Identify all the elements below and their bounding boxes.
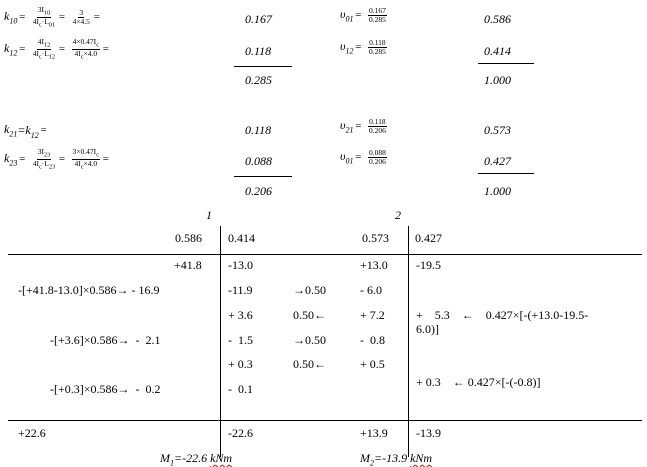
- bal-2-left: + 7.2: [360, 308, 385, 322]
- df-rule: [8, 254, 642, 255]
- joint-2-label: 2: [395, 208, 401, 222]
- df-2-right: 0.427: [415, 231, 442, 245]
- co-3: - 0.8: [360, 333, 385, 347]
- bal-3-left: -[+3.6]×0.586→ - 2.1: [50, 333, 161, 347]
- v21-formula: $\upsilon_{21}=$ $\frac{0.118}{0.206}$: [340, 117, 386, 135]
- final-2-right: -13.9: [416, 426, 441, 440]
- bal-5-left: -[+0.3]×0.586→ - 0.2: [50, 382, 161, 396]
- carry-1: →0.50: [293, 283, 326, 297]
- v01b-value: 0.427: [484, 154, 511, 168]
- k23-value: 0.088: [245, 154, 272, 168]
- k12-value: 0.118: [245, 44, 272, 58]
- divider-joint-1: [220, 226, 221, 457]
- fem-1-right: -13.0: [228, 258, 253, 272]
- k10-formula: $k_{10}=$ $\frac{3I_{10}}{4I_c\cdot L_{01}}$ = $\frac{3}{4\times 4.5}$ =: [4, 5, 101, 29]
- divider-joint-2: [408, 226, 409, 457]
- k12-formula: $k_{12}=$ $\frac{4I_{12}}{4I_c\cdot L_{12}}$ = $\frac{4\times 0.47I_c}{4I_c\times 4.0}$ =: [4, 37, 110, 61]
- v12-value: 0.414: [484, 44, 511, 58]
- k-sum-1: 0.285: [245, 73, 272, 87]
- k23-formula: $k_{23}=$ $\frac{3I_{23}}{4I_c\cdot L_{23}}$ = $\frac{3\times 0.47I_c}{4I_c\times 4.0}$ =: [4, 147, 110, 171]
- final-2-left: +13.9: [360, 426, 388, 440]
- moment-2: $M_2=-13.9$ kNm: [360, 451, 433, 467]
- fem-2-right: -19.5: [416, 258, 441, 272]
- k21-value: 0.118: [245, 123, 272, 137]
- v01-value: 0.586: [484, 12, 511, 26]
- bal-3-right: - 1.5: [228, 333, 253, 347]
- v01-formula: $\upsilon_{01}=$ $\frac{0.167}{0.285}$: [340, 6, 386, 24]
- bal-2-note-cont: 6.0)]: [416, 322, 439, 336]
- final-1-left: +22.6: [18, 426, 46, 440]
- final-1-right: -22.6: [228, 426, 253, 440]
- co-4-right: + 0.3: [228, 357, 253, 371]
- fem-1-left: +41.8: [174, 258, 202, 272]
- bal-5-right: - 0.1: [228, 382, 253, 396]
- v21-value: 0.573: [484, 123, 511, 137]
- carry-2: 0.50←: [293, 308, 326, 322]
- final-rule: [8, 420, 642, 421]
- sum-line-v1: [478, 63, 534, 64]
- sum-line-v2: [478, 173, 534, 174]
- v12-formula: $\upsilon_{12}=$ $\frac{0.118}{0.285}$: [340, 38, 386, 56]
- v01b-formula: $\upsilon_{01}=$ $\frac{0.088}{0.206}$: [340, 148, 386, 166]
- bal-1-left: -[+41.8-13.0]×0.586→ - 16.9: [18, 283, 160, 297]
- bal-1-right: -11.9: [228, 283, 253, 297]
- bal-4-left: + 0.5: [360, 357, 385, 371]
- co-2-right: + 3.6: [228, 308, 253, 322]
- sum-line-1: [234, 66, 292, 67]
- joint-1-label: 1: [206, 208, 212, 222]
- k10-value: 0.167: [245, 12, 272, 26]
- df-1-right: 0.414: [228, 231, 255, 245]
- df-2-left: 0.573: [362, 231, 389, 245]
- carry-3: →0.50: [293, 333, 326, 347]
- sum-line-2: [234, 176, 292, 177]
- v-sum-1: 1.000: [484, 73, 511, 87]
- df-1-left: 0.586: [175, 231, 202, 245]
- k-sum-2: 0.206: [245, 184, 272, 198]
- bal-2-note: + 5.3 ← 0.427×[-(+13.0-19.5-: [416, 308, 589, 322]
- co-1: - 6.0: [360, 283, 382, 297]
- carry-4: 0.50←: [293, 357, 326, 371]
- k21-formula: $k_{21}=k_{12}=$: [4, 122, 48, 141]
- fem-2-left: +13.0: [360, 258, 388, 272]
- bal-5-note: + 0.3 ← 0.427×[-(-0.8)]: [416, 375, 541, 389]
- moment-1: $M_1=-22.6$ kNm: [160, 451, 233, 467]
- v-sum-2: 1.000: [484, 184, 511, 198]
